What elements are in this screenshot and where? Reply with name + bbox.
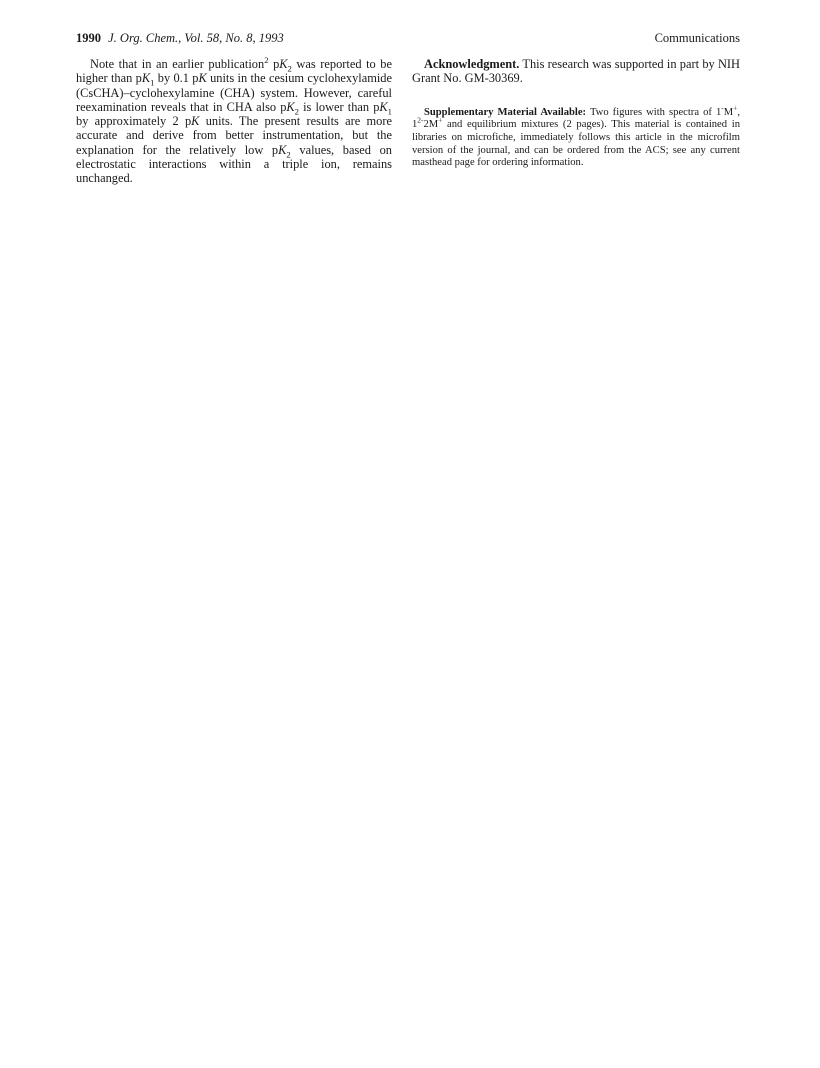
supplementary-heading: Supplementary Material Available: <box>424 106 587 118</box>
page-header <box>76 31 740 49</box>
acknowledgment-heading: Acknowledgment. <box>424 57 520 71</box>
right-column <box>412 57 740 170</box>
acknowledgment-paragraph: Acknowledgment. This research was supported in part by NIH Grant No. GM-30369. <box>412 57 740 86</box>
supplementary-material-paragraph: Supplementary Material Available: Two figures with spectra of 1-M+, $1^{2-}2M^+$ and equilibrium mixtures (2 pages). This material is contained in libraries on microfiche, immediately follows this article in the microfilm version of the journal, and can be ordered from the ACS; see any current masthead page for ordering information. <box>412 103 740 169</box>
body-paragraph: Note that in an earlier publication$^2$ $pK_2$ was reported to be higher than $pK_1$ by 0.1 pK units in the cesium cyclohexylamide (CsCHA)–cyclohexylamine (CHA) system. However, careful reexamination reveals that in CHA also $pK_2$ is lower than $pK_1$ by approximately 2 pK units. The present results are more accurate and derive from better instrumentation, but the explanation for the relatively low $pK_2$ values, based on electrostatic interactions within a triple ion, remains unchanged. <box>76 54 392 186</box>
reference-2: 2 <box>264 54 269 65</box>
left-column <box>76 54 392 186</box>
page-number: 1990 <box>76 31 101 45</box>
section-title: Communications <box>654 31 740 45</box>
journal-citation: J. Org. Chem., Vol. 58, No. 8, 1993 <box>108 31 284 45</box>
